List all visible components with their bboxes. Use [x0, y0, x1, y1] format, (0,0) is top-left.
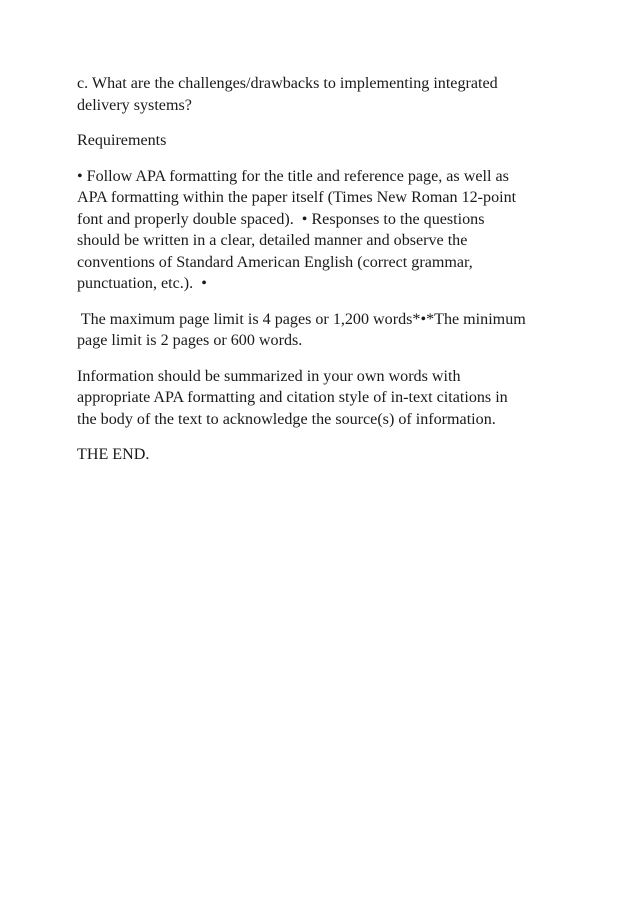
requirements-line: conventions of Standard American English (correct grammar,: [77, 253, 473, 271]
question-line: c. What are the challenges/drawbacks to implementing integrated: [77, 75, 498, 92]
requirements-line: should be written in a clear, detailed manner and observe the: [77, 232, 468, 249]
requirements-line: font and properly double spaced). • Responses to the questions: [77, 210, 485, 228]
information-paragraph: [77, 366, 568, 431]
requirements-line: APA formatting within the paper itself (Times New Roman 12-point: [77, 189, 517, 206]
question-line: delivery systems?: [77, 96, 192, 114]
requirements-paragraph: [77, 166, 568, 295]
information-line: appropriate APA formatting and citation style of in-text citations in: [77, 389, 508, 406]
page-limit-paragraph: [77, 309, 568, 352]
end-text: THE END.: [77, 446, 150, 463]
page-limit-line: page limit is 2 pages or 600 words.: [77, 332, 303, 349]
requirements-line: punctuation, etc.). •: [77, 275, 207, 292]
requirements-line: • Follow APA formatting for the title and reference page, as well as: [77, 167, 509, 185]
information-line: Information should be summarized in your own words with: [77, 367, 461, 385]
question-paragraph: [77, 73, 568, 116]
requirements-heading: Requirements: [77, 132, 167, 149]
page-limit-line: The maximum page limit is 4 pages or 1,200 words*•*The minimum: [77, 310, 526, 328]
information-line: the body of the text to acknowledge the source(s) of information.: [77, 410, 496, 428]
